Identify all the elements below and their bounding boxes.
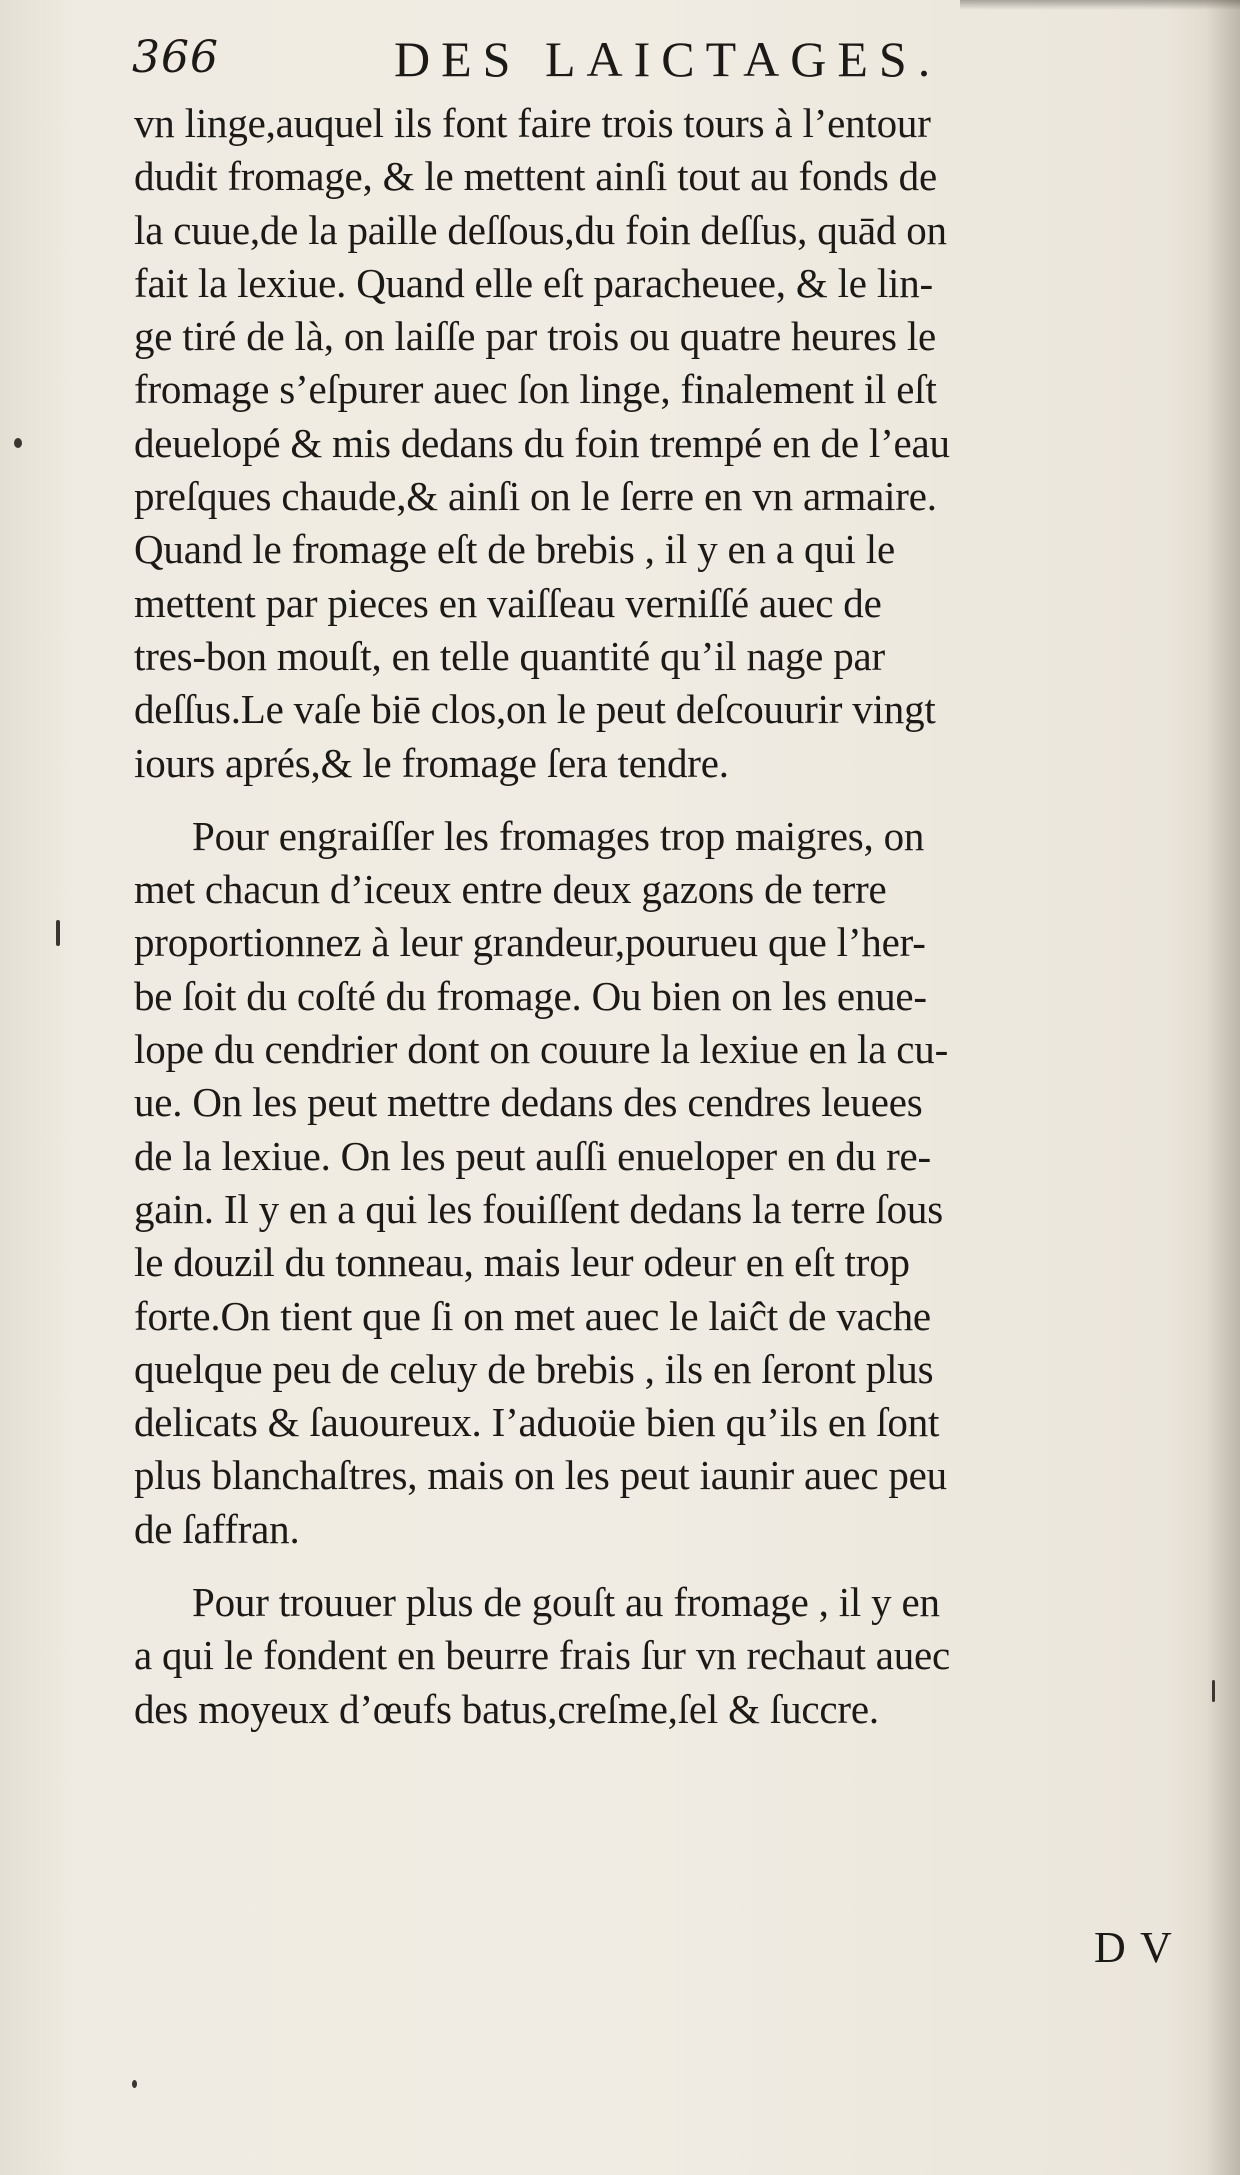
text-line: quelque peu de celuy de brebis , ils en ſeront plus xyxy=(134,1345,934,1392)
text-line: fromage s’eſpurer auec ſon linge, finalement il eſt xyxy=(134,366,937,413)
text-line: de la lexiue. On les peut auſſi enueloper en du re- xyxy=(134,1132,931,1179)
page-top-shadow xyxy=(960,0,1240,10)
text-line: preſques chaude,& ainſi on le ſerre en vn armaire. xyxy=(134,473,937,520)
text-line: Pour engraiſſer les fromages trop maigres, on xyxy=(192,812,925,859)
paragraph-gap xyxy=(134,1556,1189,1576)
page-number: 366 xyxy=(132,32,219,83)
text-line: Quand le fromage eſt de brebis , il y en a qui le xyxy=(134,526,895,573)
text-line: be ſoit du coſté du fromage. Ou bien on les enue- xyxy=(134,972,927,1019)
ink-speck xyxy=(56,920,60,946)
text-line: tres-bon mouſt, en telle quantité qu’il nage par xyxy=(134,632,885,679)
text-line: des moyeux d’œufs batus,creſme,ſel & ſuccre. xyxy=(134,1685,879,1732)
paragraph-gap xyxy=(134,790,1189,810)
text-line: le douzil du tonneau, mais leur odeur en eſt trop xyxy=(134,1239,910,1286)
text-line: ue. On les peut mettre dedans des cendres leuees xyxy=(134,1079,923,1126)
text-line: gain. Il y en a qui les fouiſſent dedans la terre ſous xyxy=(134,1185,943,1232)
text-line: Pour trouuer plus de gouſt au fromage , il y en xyxy=(192,1579,940,1626)
page-header xyxy=(132,28,1162,98)
ink-speck xyxy=(132,2080,137,2088)
text-line: dudit fromage, & le mettent ainſi tout au fonds de xyxy=(134,153,937,200)
text-line: plus blanchaſtres, mais on les peut iaunir auec peu xyxy=(134,1452,947,1499)
running-title: DES LAICTAGES. xyxy=(394,31,942,87)
text-line: deſſus.Le vaſe biē clos,on le peut deſcouurir vingt xyxy=(134,686,936,733)
text-line: forte.On tient que ſi on met auec le laiĉt de vache xyxy=(134,1292,931,1339)
page-edge-shadow xyxy=(1206,0,1240,2175)
text-line: a qui le fondent en beurre frais ſur vn rechaut auec xyxy=(134,1632,951,1679)
text-line: ge tiré de là, on laiſſe par trois ou quatre heures le xyxy=(134,313,937,360)
text-line: iours aprés,& le fromage ſera tendre. xyxy=(134,739,729,786)
catchword: D V xyxy=(1094,1923,1174,1972)
ink-speck xyxy=(14,438,22,448)
text-line: fait la lexiue. Quand elle eſt paracheuee, & le lin- xyxy=(134,259,933,306)
body-text xyxy=(134,97,1189,1736)
text-line: la cuue,de la paille deſſous,du foin deſſus, quād on xyxy=(134,206,947,253)
text-line: met chacun d’iceux entre deux gazons de terre xyxy=(134,866,887,913)
text-line: proportionnez à leur grandeur,pourueu que l’her- xyxy=(134,919,926,966)
text-line: delicats & ſauoureux. I’aduoüe bien qu’ils en ſont xyxy=(134,1399,940,1446)
text-line: mettent par pieces en vaiſſeau verniſſé auec de xyxy=(134,579,882,626)
text-line: deuelopé & mis dedans du foin trempé en de l’eau xyxy=(134,419,950,466)
text-line: lope du cendrier dont on couure la lexiue en la cu- xyxy=(134,1026,949,1073)
text-line: vn linge,auquel ils font faire trois tours à l’entour xyxy=(134,100,931,146)
text-line: de ſaffran. xyxy=(134,1505,300,1552)
ink-speck xyxy=(1212,1680,1215,1702)
